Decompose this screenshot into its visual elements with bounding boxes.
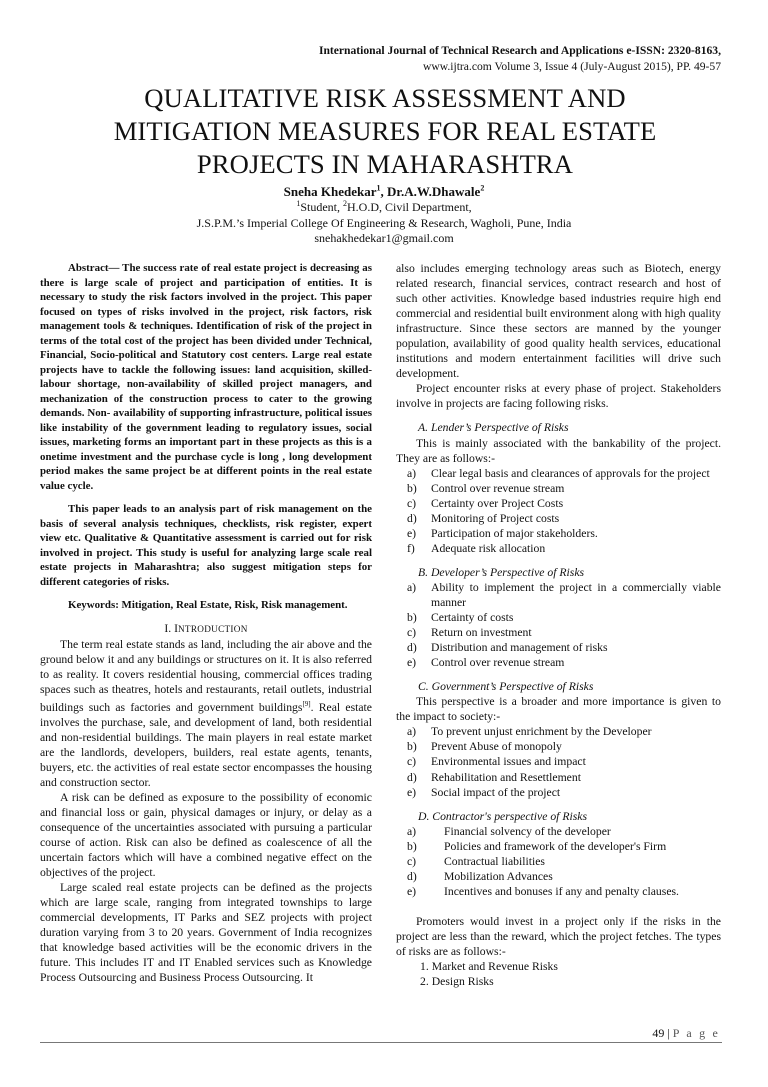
list-item: b) Policies and framework of the developer's Firm — [407, 839, 667, 853]
keywords: Keywords: Mitigation, Real Estate, Risk, Risk management. — [68, 599, 348, 611]
intro-heading-rest: NTRODUCTION — [177, 623, 248, 634]
promoters-paragraph: Promoters would invest in a project only if the risks in the project are less than the reward, which the project fetches. The types of risks are as follows:- — [396, 914, 721, 958]
list-item: b) Control over revenue stream — [407, 481, 565, 495]
title-line-3: PROJECTS IN MAHARASHTRA — [196, 149, 574, 179]
author-names — [0, 183, 768, 200]
risk-types-list — [396, 959, 721, 989]
journal-line-2: www.ijtra.com Volume 3, Issue 4 (July-August 2015), PP. 49-57 — [423, 60, 721, 73]
author-separator: , — [380, 184, 387, 199]
citation-ref: [9] — [302, 699, 311, 708]
lender-intro: This is mainly associated with the bankability of the project. They are as follows:- — [396, 436, 721, 465]
intro-p1-b: . Real estate involves the purchase, sale, and development of land, both residential and non-residential buildings. The main players in real estate market are the landlords, developers, builders, real estate agents, tenants, buyers, etc. the activities of real estate sector encompasses the housing and construction sector. — [40, 700, 372, 789]
list-item: 1. Market and Revenue Risks — [420, 960, 558, 974]
title-line-1: QUALITATIVE RISK ASSESSMENT AND — [144, 83, 626, 113]
list-item: c) Certainty over Project Costs — [407, 496, 564, 510]
journal-header — [201, 43, 721, 75]
list-item: e) Participation of major stakeholders. — [407, 526, 598, 540]
list-item: a) Financial solvency of the developer — [407, 824, 611, 838]
section-heading-introduction — [40, 621, 372, 637]
affiliation-2: H.O.D, Civil Department, — [347, 200, 472, 214]
contractor-heading: D. Contractor's perspective of Risks — [418, 809, 588, 823]
footer-separator: | — [664, 1026, 673, 1040]
list-item: d) Rehabilitation and Resettlement — [407, 770, 581, 784]
intro-heading-num: I. I — [164, 621, 178, 635]
list-item: 2. Design Risks — [420, 975, 494, 989]
institution: J.S.P.M.’s Imperial College Of Engineering & Research, Wagholi, Pune, India — [196, 215, 572, 230]
author-1-sup: 1 — [376, 183, 381, 193]
list-item: a) Clear legal basis and clearances of approvals for the project — [407, 466, 710, 480]
intro-p1-a: The term real estate stands as land, including the air above and the ground below it and any buildings or structures on it. It is also referred to as reality. It covers residential housing, commercial offices trading spaces such as theatres, hotels and restaurants, retail outlets, industrial buildings such as factories and government buildings — [40, 637, 372, 714]
abstract-paragraph-2: This paper leads to an analysis part of risk management on the basis of several analysis techniques, checklists, risk register, expert view etc. Qualitative & Quantitative assessment is carried out for risk involved in project. This study is useful for analyzing large scale real estate projects in Maharashtra; also suggest mitigation steps for different categories of risks. — [40, 503, 372, 588]
list-item: a) Ability to implement the project in a commercially viable manner — [407, 580, 721, 609]
list-item: c) Contractual liabilities — [407, 854, 545, 868]
lender-heading: A. Lender’s Perspective of Risks — [418, 421, 569, 435]
list-item: e) Incentives and bonuses if any and penalty clauses. — [407, 884, 679, 898]
author-2-sup: 2 — [480, 183, 485, 193]
list-item: e) Social impact of the project — [407, 785, 561, 799]
intro-paragraph-1 — [40, 637, 372, 790]
intro-paragraph-2: A risk can be defined as exposure to the possibility of economic and financial loss or gain, physical damages or injury, or delay as a consequence of the uncertainties associated with pursuing a particular course of action. Risk can also be defined as coalescence of all the uncertain factors which will have a combined negative effect on the objectives of the project. — [40, 790, 372, 880]
affiliation-2-sup: 2 — [343, 199, 347, 208]
list-item: c) Return on investment — [407, 626, 532, 640]
government-list — [396, 724, 721, 799]
page-footer — [652, 1026, 720, 1041]
lender-list — [396, 466, 721, 556]
list-item: a) To prevent unjust enrichment by the Developer — [407, 725, 652, 739]
affiliation-1-sup: 1 — [296, 199, 301, 208]
list-item: b) Prevent Abuse of monopoly — [407, 740, 562, 754]
author-block — [0, 183, 768, 247]
list-item: c) Environmental issues and impact — [407, 755, 586, 769]
list-item: d) Mobilization Advances — [407, 869, 553, 883]
page-number: 49 — [652, 1026, 665, 1040]
abstract-paragraph-1: Abstract— The success rate of real estate project is decreasing as there is large scale of project and participation of entities. It is necessary to study the risk factors involved in the project. This paper focused on types of risks involved in the project, risk factors, risk management tools & techniques. Identification of risk of the project in terms of the total cost of the project has been divided under Technical, Financial, Socio-political and Statutory cost centers. Large real estate projects have to tackle the following issues: land acquisition, skilled-labour shortage, non-availability of skilled project managers, and mechanization of the construction process to cater to the growing demands. Non- availability of supporting infrastructure, political issues like instability of the government leading to regulatory issues, social issues, marketing forms an important part in these projects as this is a onetime investment and the purchase cycle is long , long development period makes the same project be at different points in the real estate value cycle. — [40, 262, 372, 492]
developer-list — [396, 580, 721, 670]
list-item: f) Adequate risk allocation — [407, 541, 546, 555]
paper-title — [40, 82, 730, 181]
list-item: b) Certainty of costs — [407, 611, 514, 625]
government-intro: This perspective is a broader and more importance is given to the impact to society:- — [396, 695, 721, 724]
list-item: d) Distribution and management of risks — [407, 641, 608, 655]
page-word: P a g e — [672, 1026, 720, 1040]
list-item: d) Monitoring of Project costs — [407, 511, 560, 525]
left-column — [40, 261, 372, 986]
author-1: Sneha Khedekar — [283, 184, 377, 199]
footer-rule — [40, 1042, 722, 1043]
author-email[interactable]: snehakhedekar1@gmail.com — [314, 231, 454, 245]
journal-line-1: International Journal of Technical Research and Applications e-ISSN: 2320-8163, — [318, 44, 721, 57]
developer-heading: B. Developer’s Perspective of Risks — [418, 565, 585, 579]
intro-paragraph-4: Project encounter risks at every phase of project. Stakeholders involve in projects are facing following risks. — [396, 382, 721, 411]
contractor-list — [396, 824, 721, 899]
author-2: Dr.A.W.Dhawale — [387, 184, 481, 199]
affiliation-roles — [0, 200, 768, 216]
government-heading: C. Government’s Perspective of Risks — [418, 680, 594, 694]
list-item: e) Control over revenue stream — [407, 656, 565, 670]
affiliation-1: Student, — [300, 200, 343, 214]
intro-paragraph-3-continued: also includes emerging technology areas such as Biotech, energy related research, financial services, contract research and host of such other activities. Knowledge based industries require high end commercial and residential built environment along with high quality infrastructure. Since these sectors are manned by the younger population, availability of good quality health services, educational institutions and modern entertainment facilities will drive such development. — [396, 262, 721, 381]
intro-paragraph-3: Large scaled real estate projects can be defined as the projects which are large scale, ranging from integrated townships to large commercial developments, IT Parks and SEZ projects with project duration varying from 3 to 20 years. Government of India recognizes that knowledge based activities will be the economic drivers in the future. This includes IT and IT Enabled services such as Knowledge Process Outsourcing and Business Process Outsourcing. It — [40, 881, 372, 985]
right-column — [396, 261, 721, 989]
title-line-2: MITIGATION MEASURES FOR REAL ESTATE — [113, 116, 657, 146]
